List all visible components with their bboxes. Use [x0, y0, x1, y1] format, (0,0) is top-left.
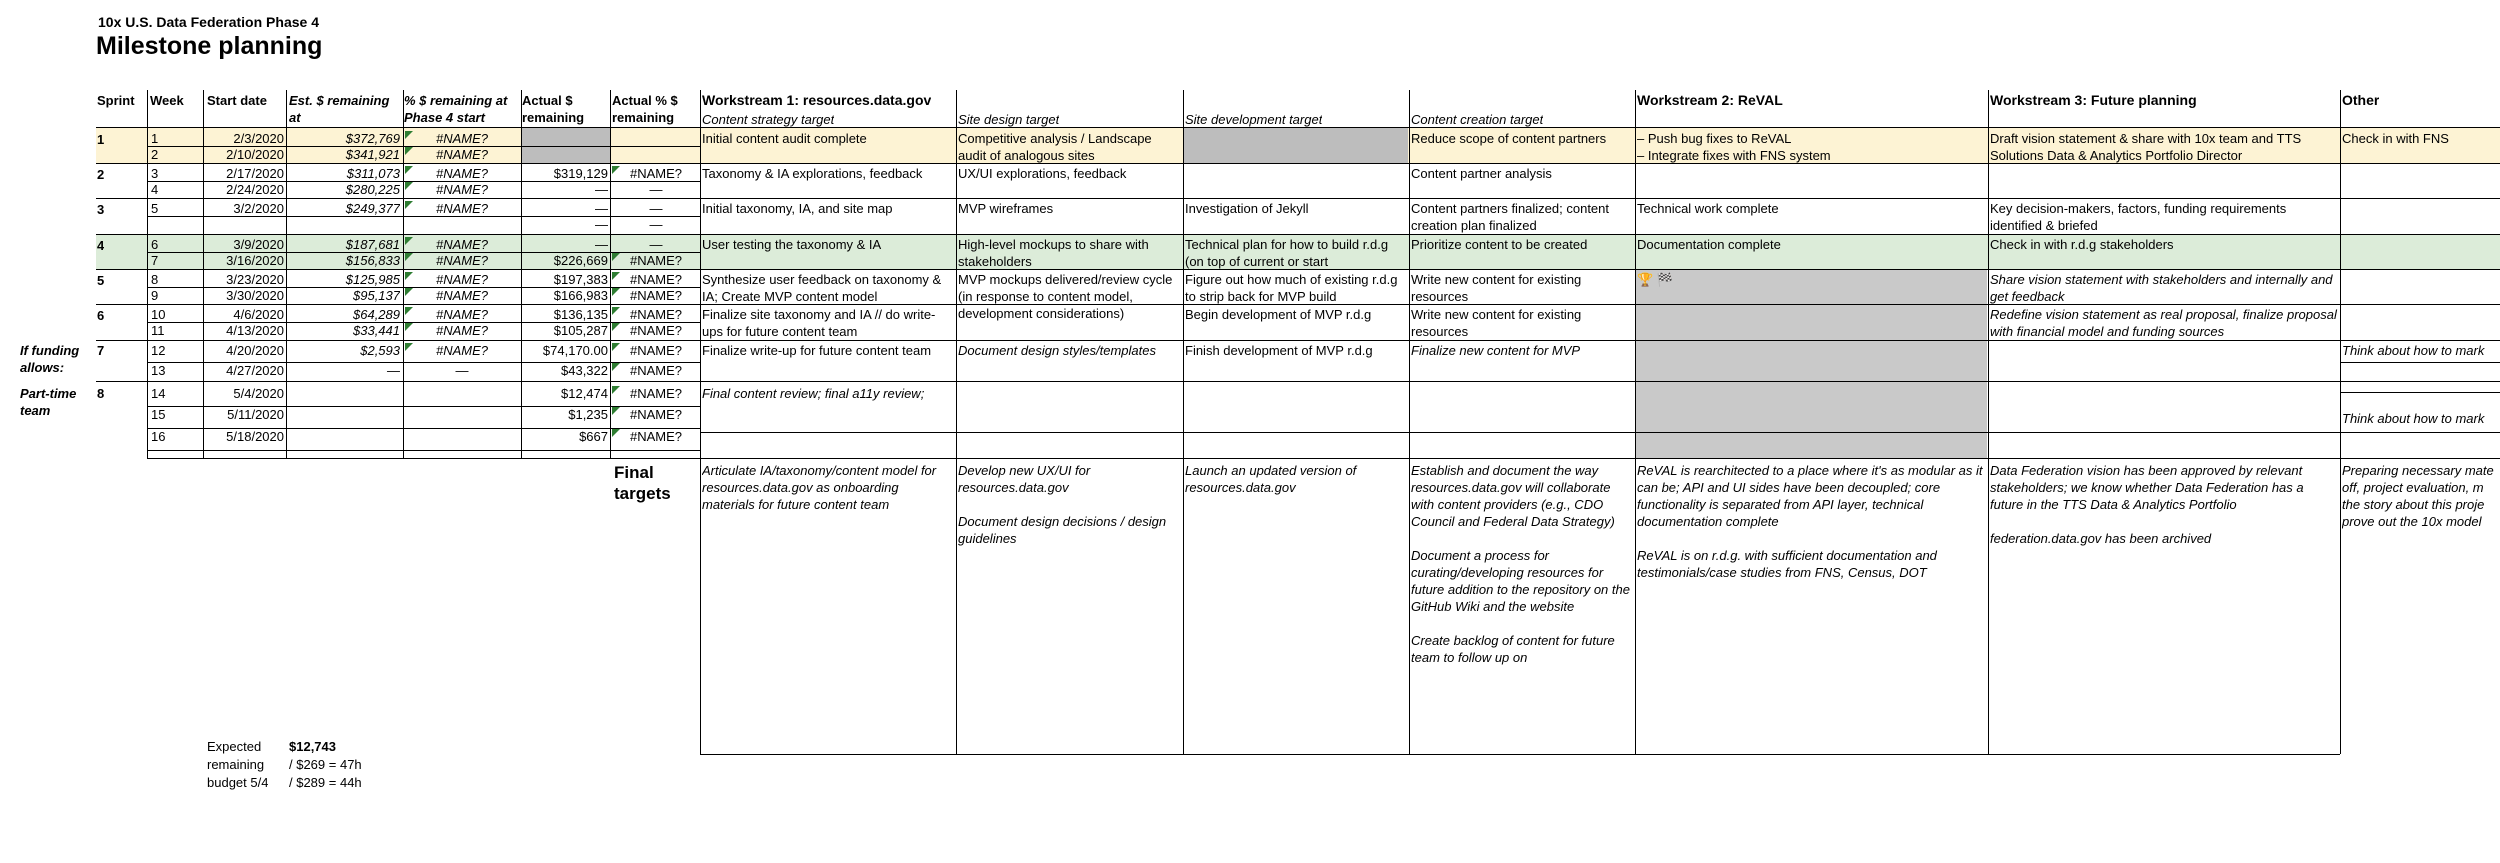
actual-remaining: $136,135	[553, 307, 608, 322]
col-header-week: Week	[150, 93, 184, 108]
cell-comment-marker	[612, 288, 620, 296]
site-design-cell: MVP mockups delivered/review cycle (in response to content model, development considerations)	[958, 272, 1173, 321]
sprint-number: 5	[97, 273, 105, 288]
start-date: 3/23/2020	[226, 272, 284, 287]
actual-pct-remaining: —	[649, 237, 663, 252]
cell-comment-marker	[405, 323, 413, 331]
pct-remaining: #NAME?	[435, 147, 489, 162]
grid-line	[1988, 90, 1989, 754]
site-design-cell: UX/UI explorations, feedback	[958, 166, 1127, 181]
content-strategy-cell: Synthesize user feedback on taxonomy & IA; Create MVP content model	[702, 272, 942, 304]
start-date: 4/20/2020	[226, 343, 284, 358]
grid-line	[2340, 392, 2500, 393]
document-subtitle: 10x U.S. Data Federation Phase 4	[98, 14, 319, 30]
week-number: 12	[151, 343, 166, 358]
est-remaining: $156,833	[345, 253, 400, 268]
grid-line	[147, 287, 700, 288]
sprint-number: 3	[97, 202, 105, 217]
grid-line	[147, 90, 148, 458]
ws2-cell: – Push bug fixes to ReVAL – Integrate fixes with FNS system	[1637, 131, 1831, 163]
week-number: 16	[151, 429, 166, 444]
grid-line	[2340, 90, 2341, 754]
grid-line	[96, 234, 2500, 235]
grid-line	[147, 362, 700, 363]
week-number: 13	[151, 363, 166, 378]
start-date: 4/27/2020	[226, 363, 284, 378]
actual-pct-remaining: #NAME?	[629, 386, 683, 401]
content-creation-cell: Write new content for existing resources	[1411, 307, 1582, 339]
cell-comment-marker	[405, 166, 413, 174]
site-dev-cell: Investigation of Jekyll	[1185, 201, 1309, 216]
sprint-number: 6	[97, 308, 105, 323]
ws2-cell: Documentation complete	[1637, 237, 1781, 252]
actual-pct-remaining: #NAME?	[629, 166, 683, 181]
content-strategy-cell: Taxonomy & IA explorations, feedback	[702, 166, 923, 181]
final-target-other: Preparing necessary mate off, project evaluation, m the story about this proje prove out the 10x model	[2342, 463, 2494, 529]
col-header-pct-remaining: % $ remaining at Phase 4 start	[404, 93, 508, 125]
grid-line	[956, 90, 957, 754]
col-header-site-design: Site design target	[958, 112, 1060, 127]
grid-line	[147, 428, 700, 429]
actual-remaining: $166,983	[553, 288, 608, 303]
trophy-flag-icons: 🏆 🏁	[1637, 272, 1673, 287]
week-number: 3	[151, 166, 159, 181]
pct-remaining: #NAME?	[435, 237, 489, 252]
content-creation-cell: Content partner analysis	[1411, 166, 1552, 181]
actual-pct-remaining: #NAME?	[629, 307, 683, 322]
other-cell: Check in with FNS	[2342, 131, 2449, 146]
actual-pct-remaining: —	[649, 201, 663, 216]
cell-comment-marker	[405, 147, 413, 155]
cell-comment-marker	[405, 343, 413, 351]
actual-remaining: —	[595, 237, 608, 252]
col-header-ws1: Workstream 1: resources.data.gov	[702, 92, 932, 108]
pct-remaining: #NAME?	[435, 253, 489, 268]
est-remaining: $280,225	[345, 182, 400, 197]
sprint-number: 2	[97, 167, 105, 182]
start-date: 2/3/2020	[233, 131, 284, 146]
ws3-cell: Share vision statement with stakeholders and internally and get feedback	[1990, 272, 2333, 304]
start-date: 4/6/2020	[233, 307, 284, 322]
sprint-8-label: Part-time team	[20, 386, 77, 418]
grid-line	[203, 90, 204, 458]
col-header-actual-remaining: Actual $ remaining	[522, 93, 585, 125]
actual-pct-remaining: #NAME?	[629, 343, 683, 358]
ws3-cell: Draft vision statement & share with 10x team and TTS Solutions Data & Analytics Portfolio Director	[1990, 131, 2302, 163]
cell-comment-marker	[405, 307, 413, 315]
week-number: 8	[151, 272, 159, 287]
budget-value: $12,743	[289, 739, 336, 754]
grid-line	[2340, 362, 2500, 363]
cell-comment-marker	[612, 253, 620, 261]
cell-comment-marker	[612, 407, 620, 415]
grid-line	[147, 322, 700, 323]
site-dev-cell: Finish development of MVP r.d.g	[1185, 343, 1373, 358]
est-remaining: $64,289	[353, 307, 400, 322]
start-date: 3/16/2020	[226, 253, 284, 268]
final-target-ws2: ReVAL is rearchitected to a place where it's as modular as it can be; API and UI sides have been decoupled; core functionality is separated from API layer, technical documentation complete ReVAL is on r.d.g. with sufficient documentation and testimonials/case studies from FNS, Census, DOT	[1637, 463, 1983, 580]
grid-line	[700, 754, 2340, 755]
week-number: 14	[151, 386, 166, 401]
start-date: 4/13/2020	[226, 323, 284, 338]
week-number: 5	[151, 201, 159, 216]
pct-remaining: #NAME?	[435, 201, 489, 216]
other-cell: Think about how to mark	[2342, 343, 2485, 358]
content-creation-cell: Finalize new content for MVP	[1411, 343, 1581, 358]
cell-comment-marker	[612, 386, 620, 394]
actual-pct-remaining: #NAME?	[629, 363, 683, 378]
grid-line	[96, 381, 2500, 382]
start-date: 2/10/2020	[226, 147, 284, 162]
actual-pct-remaining: —	[649, 182, 663, 197]
col-header-content-creation: Content creation target	[1411, 112, 1544, 127]
site-dev-cell: Begin development of MVP r.d.g	[1185, 307, 1372, 322]
ws3-cell: Check in with r.d.g stakeholders	[1990, 237, 2174, 252]
grid-line	[147, 146, 700, 147]
col-header-sprint: Sprint	[97, 93, 135, 108]
grid-line	[700, 458, 2500, 459]
pct-remaining: #NAME?	[435, 131, 489, 146]
actual-pct-remaining: #NAME?	[629, 253, 683, 268]
col-header-ws3: Workstream 3: Future planning	[1990, 92, 2197, 108]
content-strategy-cell: Initial content audit complete	[702, 131, 867, 146]
cell-comment-marker	[612, 429, 620, 437]
col-header-site-dev: Site development target	[1185, 112, 1323, 127]
start-date: 3/2/2020	[233, 201, 284, 216]
grid-line	[147, 216, 700, 217]
actual-pct-remaining: #NAME?	[629, 323, 683, 338]
grid-line	[610, 90, 611, 458]
content-creation-cell: Write new content for existing resources	[1411, 272, 1582, 304]
actual-pct-remaining: —	[649, 217, 663, 232]
pct-remaining: #NAME?	[435, 182, 489, 197]
content-creation-cell: Prioritize content to be created	[1411, 237, 1588, 252]
grid-line	[96, 269, 2500, 270]
cell-comment-marker	[405, 182, 413, 190]
grid-line	[700, 432, 2500, 433]
content-creation-cell: Content partners finalized; content creation plan finalized	[1411, 201, 1610, 233]
est-remaining: $311,073	[346, 166, 400, 181]
sprint-number: 4	[97, 238, 105, 253]
actual-remaining: —	[595, 182, 608, 197]
start-date: 2/24/2020	[226, 182, 284, 197]
pct-remaining: #NAME?	[435, 288, 489, 303]
actual-remaining: $667	[579, 429, 608, 444]
est-remaining: $95,137	[353, 288, 400, 303]
pct-remaining: —	[455, 363, 469, 378]
cell-comment-marker	[612, 343, 620, 351]
cell-comment-marker	[405, 253, 413, 261]
cell-comment-marker	[612, 272, 620, 280]
cell-comment-marker	[405, 131, 413, 139]
content-strategy-cell: User testing the taxonomy & IA	[702, 237, 882, 252]
actual-remaining: $319,129	[553, 166, 608, 181]
cell-comment-marker	[405, 201, 413, 209]
pct-remaining: #NAME?	[435, 272, 489, 287]
grid-line	[96, 163, 2500, 164]
content-strategy-cell: Initial taxonomy, IA, and site map	[702, 201, 893, 216]
actual-remaining: $226,669	[553, 253, 608, 268]
content-strategy-cell: Final content review; final a11y review;	[702, 386, 925, 401]
sprint-number: 7	[97, 343, 105, 358]
actual-remaining: $1,235	[568, 407, 608, 422]
week-number: 10	[151, 307, 166, 322]
cell-comment-marker	[612, 363, 620, 371]
actual-pct-remaining: #NAME?	[629, 272, 683, 287]
week-number: 2	[151, 147, 159, 162]
est-remaining: $2,593	[360, 343, 400, 358]
actual-remaining: $74,170.00	[542, 343, 608, 358]
week-number: 1	[151, 131, 159, 146]
start-date: 5/4/2020	[233, 386, 284, 401]
actual-pct-remaining: #NAME?	[629, 407, 683, 422]
site-design-cell: Document design styles/templates	[958, 343, 1156, 358]
col-header-start-date: Start date	[207, 93, 267, 108]
site-design-cell: Competitive analysis / Landscape audit of analogous sites	[958, 131, 1152, 163]
cell-comment-marker	[405, 288, 413, 296]
week-number: 9	[151, 288, 159, 303]
site-dev-cell: Technical plan for how to build r.d.g (on top of current or start	[1185, 237, 1389, 269]
grid-line	[521, 90, 522, 458]
actual-pct-remaining: #NAME?	[629, 288, 683, 303]
sprint-number: 8	[97, 386, 105, 401]
site-dev-cell: Figure out how much of existing r.d.g to strip back for MVP build	[1185, 272, 1398, 304]
grid-line	[1409, 90, 1410, 754]
week-number: 6	[151, 237, 159, 252]
pct-remaining: #NAME?	[435, 343, 489, 358]
col-header-other: Other	[2342, 92, 2380, 108]
est-remaining: $341,921	[345, 147, 400, 162]
start-date: 5/18/2020	[226, 429, 284, 444]
grid-line	[96, 127, 2500, 128]
est-remaining: —	[387, 363, 400, 378]
budget-hours: / $269 = 47h	[289, 757, 362, 772]
pct-remaining: #NAME?	[435, 307, 489, 322]
grid-line	[147, 458, 700, 459]
grid-line	[147, 406, 700, 407]
grid-line	[1635, 90, 1636, 754]
grid-line	[286, 90, 287, 458]
ws3-cell: Key decision-makers, factors, funding requirements identified & briefed	[1990, 201, 2287, 233]
week-number: 11	[151, 323, 165, 338]
col-header-actual-pct: Actual % $ remaining	[612, 93, 678, 125]
content-strategy-cell: Finalize site taxonomy and IA // do write-ups for future content team	[702, 307, 936, 339]
grid-line	[147, 450, 700, 451]
col-header-est-remaining: Est. $ remaining at	[289, 93, 390, 125]
grid-line	[96, 304, 2500, 305]
est-remaining: $33,441	[353, 323, 400, 338]
grid-line	[700, 90, 701, 458]
page-title: Milestone planning	[96, 32, 323, 60]
actual-remaining: $197,383	[553, 272, 608, 287]
grid-line	[700, 458, 701, 754]
final-targets-label: Final targets	[614, 463, 671, 503]
grid-line	[147, 181, 700, 182]
actual-remaining: —	[595, 201, 608, 216]
budget-label: budget 5/4	[207, 775, 269, 790]
final-target-ws3: Data Federation vision has been approved by relevant stakeholders; we know whether Data Federation has a future in the TTS Data & Analytics Portfolio federation.data.gov has been archived	[1990, 463, 2304, 546]
grey-block	[1635, 432, 1987, 458]
week-number: 4	[151, 182, 159, 197]
final-target-content-strategy: Articulate IA/taxonomy/content model for resources.data.gov as onboarding materials for future content team	[702, 463, 937, 512]
actual-remaining: $105,287	[553, 323, 608, 338]
content-strategy-cell: Finalize write-up for future content team	[702, 343, 932, 358]
grid-line	[96, 198, 2500, 199]
cell-comment-marker	[405, 272, 413, 280]
est-remaining: $125,985	[345, 272, 400, 287]
cell-comment-marker	[405, 237, 413, 245]
grid-line	[403, 90, 404, 458]
actual-remaining: $43,322	[561, 363, 608, 378]
grey-block	[1184, 128, 1408, 163]
start-date: 3/30/2020	[226, 288, 284, 303]
cell-comment-marker	[612, 166, 620, 174]
final-target-site-design: Develop new UX/UI for resources.data.gov Document design decisions / design guidelines	[958, 463, 1167, 546]
pct-remaining: #NAME?	[435, 166, 489, 181]
est-remaining: $187,681	[345, 237, 400, 252]
grid-line	[147, 252, 700, 253]
week-number: 15	[151, 407, 166, 422]
grid-line	[1183, 90, 1184, 754]
final-target-content-creation: Establish and document the way resources.data.gov will collaborate with content providers (e.g., CDO Council and Federal Data Strategy) Document a process for curating/developing resources for future addition to the repository on the GitHub Wiki and the website Create backlog of content for future team to follow up on	[1411, 463, 1630, 665]
cell-comment-marker	[612, 323, 620, 331]
sprint-number: 1	[97, 132, 105, 147]
col-header-content-strategy: Content strategy target	[702, 112, 835, 127]
final-target-site-dev: Launch an updated version of resources.data.gov	[1185, 463, 1357, 495]
start-date: 2/17/2020	[226, 166, 284, 181]
pct-remaining: #NAME?	[435, 323, 489, 338]
est-remaining: $372,769	[345, 131, 400, 146]
actual-remaining: —	[595, 217, 608, 232]
actual-remaining: $12,474	[561, 386, 608, 401]
ws3-cell: Redefine vision statement as real proposal, finalize proposal with financial model and funding sources	[1990, 307, 2337, 339]
sprint-7-label: If funding allows:	[20, 343, 80, 375]
grey-block	[1635, 269, 1987, 432]
col-header-ws2: Workstream 2: ReVAL	[1637, 92, 1783, 108]
grid-line	[96, 340, 2500, 341]
start-date: 5/11/2020	[227, 407, 284, 422]
budget-hours: / $289 = 44h	[289, 775, 362, 790]
site-design-cell: MVP wireframes	[958, 201, 1054, 216]
site-design-cell: High-level mockups to share with stakeholders	[958, 237, 1149, 269]
budget-label: remaining	[207, 757, 265, 772]
actual-pct-remaining: #NAME?	[629, 429, 683, 444]
other-cell: Think about how to mark	[2342, 411, 2485, 426]
start-date: 3/9/2020	[233, 237, 284, 252]
week-number: 7	[151, 253, 159, 268]
content-creation-cell: Reduce scope of content partners	[1411, 131, 1607, 146]
ws2-cell: Technical work complete	[1637, 201, 1779, 216]
cell-comment-marker	[612, 307, 620, 315]
budget-label: Expected	[207, 739, 262, 754]
est-remaining: $249,377	[345, 201, 400, 216]
